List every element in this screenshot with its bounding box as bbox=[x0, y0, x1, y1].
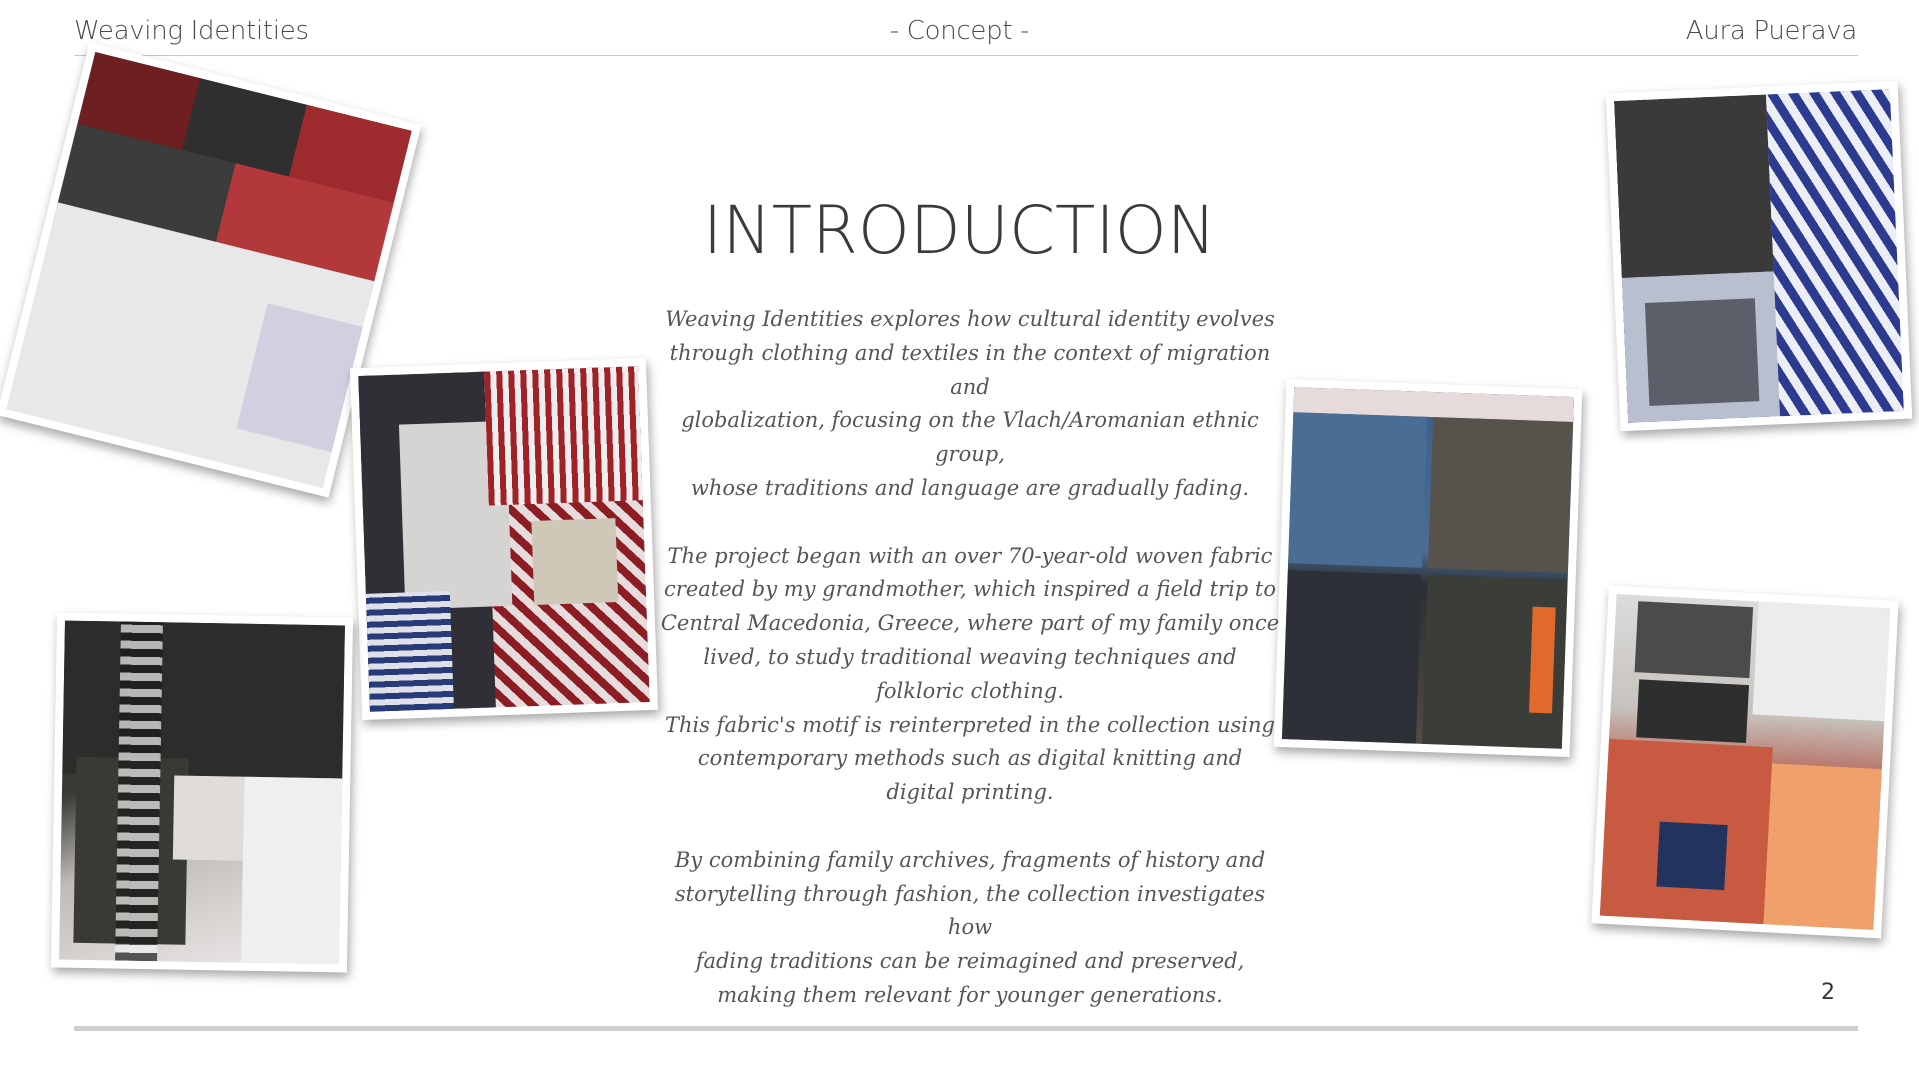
collage-photo-3d-printing bbox=[1274, 379, 1583, 757]
body-line: making them relevant for younger generations. bbox=[717, 982, 1223, 1007]
body-line: lived, to study traditional weaving techniques and bbox=[703, 644, 1237, 669]
header-divider bbox=[74, 55, 1858, 56]
paragraph-gap bbox=[660, 810, 1280, 844]
body-line: globalization, focusing on the Vlach/Aromanian ethnic group, bbox=[681, 408, 1259, 467]
intro-paragraph-3 bbox=[660, 844, 1280, 1013]
intro-paragraph-1 bbox=[660, 303, 1280, 506]
collage-photo-denim-workshop bbox=[51, 612, 353, 972]
page-number: 2 bbox=[1821, 980, 1835, 1005]
body-line: storytelling through fashion, the collection investigates how bbox=[674, 881, 1266, 940]
collage-image bbox=[1600, 594, 1890, 930]
body-line: Central Macedonia, Greece, where part of my family once bbox=[660, 611, 1280, 636]
body-line: This fabric's motif is reinterpreted in the collection using bbox=[664, 712, 1275, 737]
body-line: whose traditions and language are gradually fading. bbox=[690, 475, 1250, 500]
footer-divider bbox=[74, 1026, 1858, 1031]
intro-body-text bbox=[660, 303, 1280, 1013]
header-author-name: Aura Puerava bbox=[1685, 16, 1857, 46]
body-line: digital printing. bbox=[886, 780, 1054, 805]
collage-image bbox=[59, 621, 345, 965]
intro-paragraph-2 bbox=[660, 540, 1280, 810]
collage-photo-exhibition-table bbox=[1591, 586, 1898, 939]
body-line: The project began with an over 70-year-old woven fabric bbox=[667, 543, 1273, 568]
collage-image bbox=[358, 366, 650, 712]
body-line: contemporary methods such as digital knitting and bbox=[697, 746, 1243, 771]
body-line: Weaving Identities explores how cultural identity evolves bbox=[665, 307, 1275, 331]
body-line: through clothing and textiles in the context of migration and bbox=[669, 340, 1271, 399]
paragraph-gap bbox=[660, 506, 1280, 540]
body-line: folkloric clothing. bbox=[876, 678, 1064, 703]
body-line: fading traditions can be reimagined and preserved, bbox=[695, 949, 1245, 974]
collage-photo-family-fabric bbox=[350, 358, 658, 720]
collage-image bbox=[1282, 387, 1574, 749]
body-line: By combining family archives, fragments of history and bbox=[674, 847, 1266, 872]
body-line: created by my grandmother, which inspired a field trip to bbox=[664, 577, 1276, 602]
header-project-title: Weaving Identities bbox=[74, 16, 309, 46]
page-title: INTRODUCTION bbox=[702, 192, 1217, 269]
header-section-label: - Concept - bbox=[889, 16, 1030, 46]
